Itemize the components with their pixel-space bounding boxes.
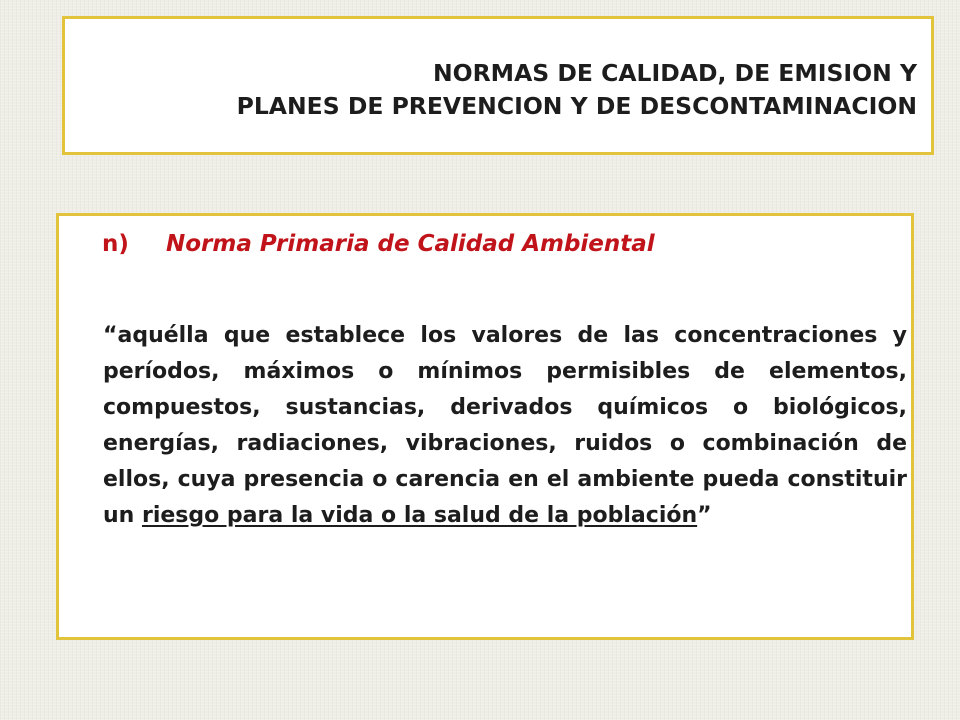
title-box (62, 16, 934, 155)
title-line-2: PLANES DE PREVENCION Y DE DESCONTAMINACION (236, 92, 917, 120)
definition-text (103, 318, 907, 534)
heading-title: Norma Primaria de Calidad Ambiental (166, 231, 655, 257)
title-line-1: NORMAS DE CALIDAD, DE EMISION Y (432, 59, 917, 87)
content-box (56, 213, 914, 640)
quote-close: ” (697, 503, 712, 528)
definition-main: aquélla que establece los valores de las concentraciones y períodos, máximos o mínimos permisibles de elementos, compuestos, sustancias, derivados químicos o biológicos, energías, radiaciones, vibraciones, ruidos o combinación de ellos, cuya presencia o carencia en el ambiente pueda constituir un (103, 323, 907, 528)
quote-open: “ (103, 323, 118, 348)
slide-title (237, 57, 917, 123)
definition-underlined: riesgo para la vida o la salud de la población (141, 503, 698, 528)
list-marker: n) (102, 231, 129, 257)
definition-heading (102, 228, 655, 260)
